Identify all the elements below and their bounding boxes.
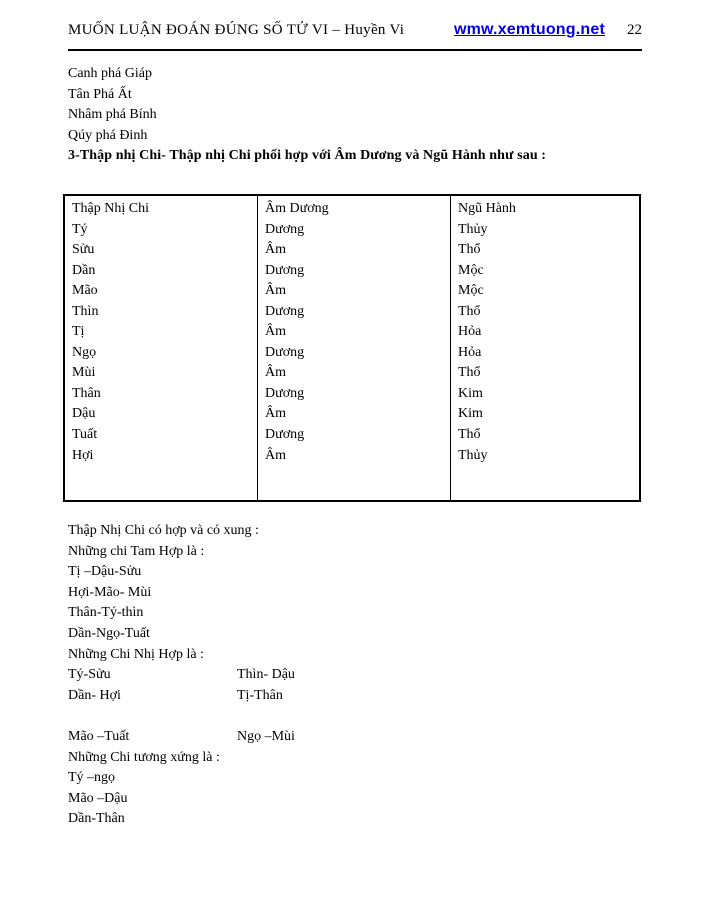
table-cell: Dương bbox=[265, 262, 305, 278]
column-header: Âm Dương bbox=[265, 201, 329, 216]
page-number: 22 bbox=[627, 22, 642, 38]
table-cell: Âm bbox=[265, 324, 286, 340]
pair-right: Thìn- Dậu bbox=[237, 667, 295, 683]
table-cell: Mộc bbox=[458, 283, 484, 299]
text-line: Nhâm phá Bính bbox=[68, 107, 157, 123]
table-cell: Sửu bbox=[72, 242, 95, 258]
table-cell: Hỏa bbox=[458, 344, 482, 360]
table-cell: Thủy bbox=[458, 221, 488, 237]
hop-xung-block bbox=[68, 521, 295, 830]
table-cell: Mùi bbox=[72, 365, 96, 381]
header-divider bbox=[68, 49, 642, 51]
tuong-xung-heading: Những Chi tương xứng là : bbox=[68, 749, 220, 765]
pair-right: Ngọ –Mùi bbox=[237, 728, 295, 744]
table-cell: Thổ bbox=[458, 242, 481, 258]
column-header: Ngũ Hành bbox=[458, 201, 516, 216]
chi-table bbox=[63, 194, 641, 502]
table-cell: Tuất bbox=[72, 427, 98, 443]
header-right bbox=[454, 21, 642, 39]
table-cell: Thổ bbox=[458, 427, 481, 443]
document-title: MUỐN LUẬN ĐOÁN ĐÚNG SỐ TỬ VI – Huyền Vi bbox=[68, 22, 405, 38]
page-header bbox=[68, 21, 642, 39]
text-line: Mão –Dậu bbox=[68, 790, 128, 806]
table-cell: Thủy bbox=[458, 447, 488, 463]
table-cell: Dương bbox=[265, 385, 305, 401]
pair-left: Tý-Sửu bbox=[68, 667, 111, 683]
text-line: Thập Nhị Chi có hợp và có xung : bbox=[68, 523, 259, 538]
table-cell: Thìn bbox=[72, 303, 99, 319]
table-cell: Tý bbox=[72, 221, 88, 237]
table-cell: Dương bbox=[265, 303, 305, 319]
table-cell: Kim bbox=[458, 406, 483, 422]
text-line: Dần-Ngọ-Tuất bbox=[68, 625, 150, 641]
table-cell: Thổ bbox=[458, 303, 481, 319]
text-line: Canh phá Giáp bbox=[68, 66, 152, 81]
table-column-chi bbox=[65, 196, 257, 500]
intro-block bbox=[68, 64, 546, 167]
pair-left: Dần- Hợi bbox=[68, 687, 121, 703]
table-cell: Mão bbox=[72, 283, 98, 299]
table-cell: Mộc bbox=[458, 262, 484, 278]
pair-left: Mão –Tuất bbox=[68, 728, 130, 744]
pair-right: Tị-Thân bbox=[237, 687, 283, 703]
table-cell: Tị bbox=[72, 324, 85, 340]
blank-line bbox=[68, 706, 295, 727]
pair-row bbox=[68, 686, 295, 707]
table-cell: Âm bbox=[265, 406, 286, 422]
table-cell: Âm bbox=[265, 242, 286, 258]
table-cell: Dần bbox=[72, 262, 96, 278]
table-cell: Dương bbox=[265, 427, 305, 443]
text-line: Hợi-Mão- Mùi bbox=[68, 584, 152, 600]
text-line: Dần-Thân bbox=[68, 811, 125, 827]
tam-hop-heading: Những chi Tam Hợp là : bbox=[68, 543, 205, 559]
text-line: Qúy phá Đinh bbox=[68, 127, 148, 143]
website-link[interactable]: wmw.xemtuong.net bbox=[453, 21, 605, 38]
text-line: Thân-Tý-thìn bbox=[68, 605, 144, 621]
table-cell: Dương bbox=[265, 344, 305, 360]
table-cell: Âm bbox=[265, 447, 286, 463]
pair-row bbox=[68, 727, 295, 748]
table-cell: Hỏa bbox=[458, 324, 482, 340]
table-column-ngu-hanh bbox=[450, 196, 639, 500]
table-cell: Ngọ bbox=[72, 344, 97, 360]
table-cell: Thân bbox=[72, 385, 101, 401]
table-cell: Dậu bbox=[72, 406, 96, 422]
table-cell: Âm bbox=[265, 283, 286, 299]
section-heading: 3-Thập nhị Chi- Thập nhị Chi phối hợp với Âm Dương và Ngũ Hành như sau : bbox=[68, 148, 547, 164]
table-cell: Âm bbox=[265, 365, 286, 381]
column-header: Thập Nhị Chi bbox=[72, 201, 149, 216]
table-cell: Dương bbox=[265, 221, 305, 237]
text-line: Tị –Dậu-Sửu bbox=[68, 564, 142, 580]
table-cell: Hợi bbox=[72, 447, 94, 463]
table-column-am-duong bbox=[257, 196, 450, 500]
text-line: Tân Phá Ất bbox=[68, 86, 132, 102]
nhi-hop-heading: Những Chi Nhị Hợp là : bbox=[68, 646, 204, 662]
pair-row bbox=[68, 665, 295, 686]
text-line: Tý –ngọ bbox=[68, 770, 116, 786]
table-cell: Kim bbox=[458, 385, 483, 401]
table-cell: Thổ bbox=[458, 365, 481, 381]
